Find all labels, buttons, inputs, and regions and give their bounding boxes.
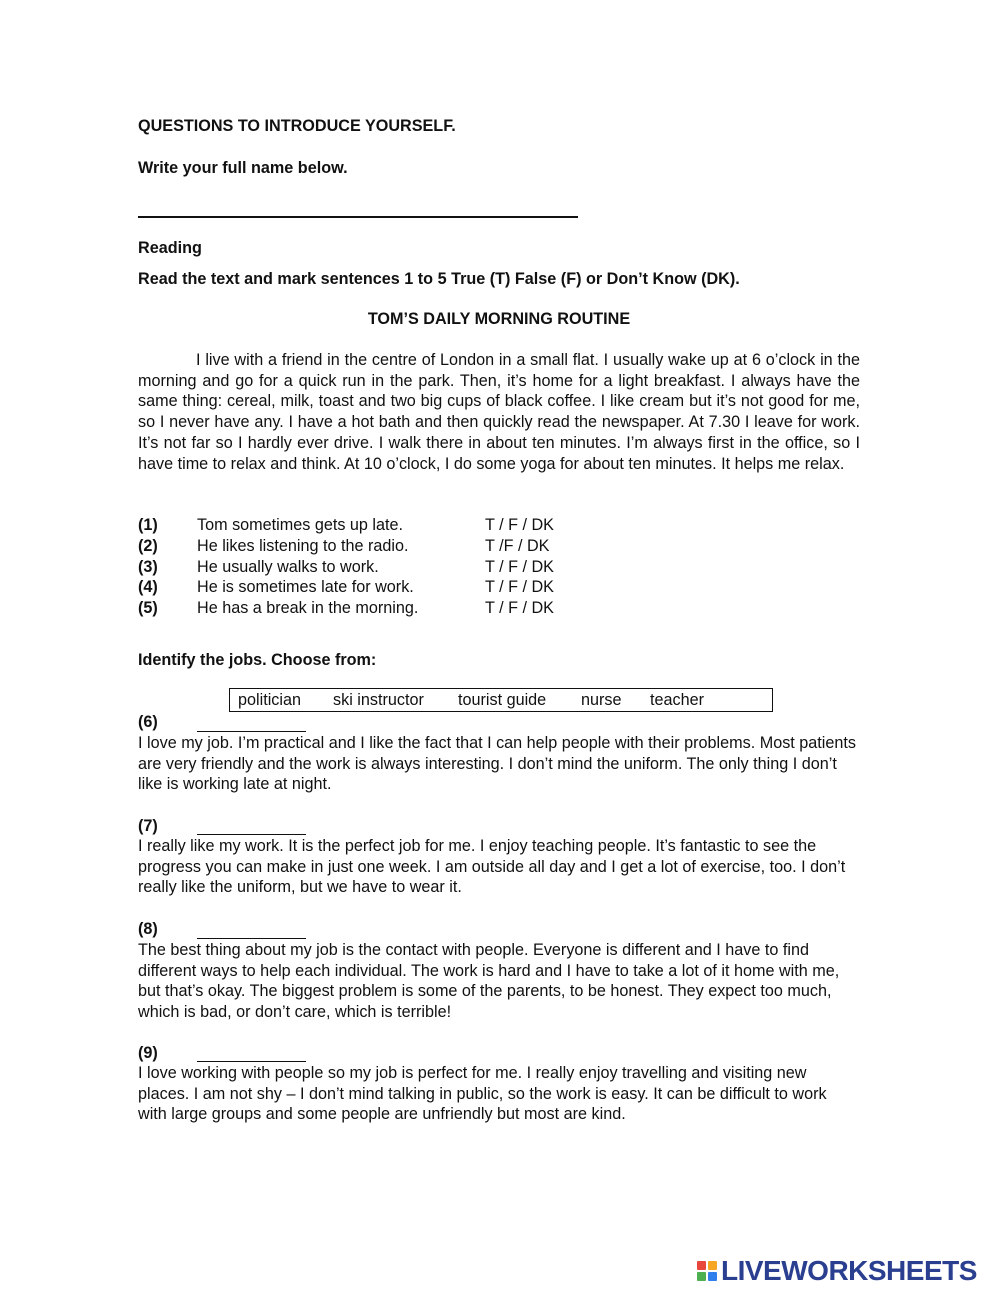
job-answer-blank[interactable]	[197, 731, 306, 732]
question-number: (1)	[138, 516, 158, 534]
question-text: He usually walks to work.	[197, 558, 379, 576]
passage-text: I live with a friend in the centre of London in a small flat. I usually wake up at 6 o’clock in the morning and go for a quick run in the park. Then, it’s home for a light breakfast. I always have the same thing: cereal, milk, toast and two big cups of black coffee. I like cream but it’s not good for me, so I never have any. I have a hot bath and then quickly read the newspaper. At 7.30 I leave for work. It’s not far so I hardly ever drive. I walk there in about ten minutes. I’m always first in the office, so I have time to relax and think. At 10 o’clock, I do some yoga for about ten minutes. It helps me relax.	[138, 351, 860, 473]
question-text: He has a break in the morning.	[197, 599, 419, 617]
question-text: He is sometimes late for work.	[197, 578, 414, 596]
logo-text: LIVEWORKSHEETS	[721, 1255, 977, 1286]
logo-blocks-icon	[697, 1261, 717, 1281]
job-choice: politician	[238, 691, 301, 709]
name-answer-line[interactable]	[138, 216, 578, 218]
question-options[interactable]: T / F / DK	[485, 516, 554, 534]
question-number: (5)	[138, 599, 158, 617]
jobs-heading: Identify the jobs. Choose from:	[138, 651, 377, 669]
question-options[interactable]: T /F / DK	[485, 537, 550, 555]
item-number: (6)	[138, 713, 158, 731]
job-choice: nurse	[581, 691, 622, 709]
job-description: The best thing about my job is the contact with people. Everyone is different and I have to find different ways to help each individual. The work is hard and I have to take a lot of it home with me, but that’s okay. The biggest problem is some of the parents, to be honest. They expect too much, which is bad, or don’t care, which is terrible!	[138, 941, 840, 1022]
question-number: (3)	[138, 558, 158, 576]
reading-instruction: Read the text and mark sentences 1 to 5 True (T) False (F) or Don’t Know (DK).	[138, 270, 740, 288]
job-choice: teacher	[650, 691, 704, 709]
logo-block	[708, 1261, 717, 1270]
logo-block	[708, 1272, 717, 1281]
question-options[interactable]: T / F / DK	[485, 578, 554, 596]
question-options[interactable]: T / F / DK	[485, 599, 554, 617]
job-choice: ski instructor	[333, 691, 424, 709]
question-text: Tom sometimes gets up late.	[197, 516, 404, 534]
job-choice: tourist guide	[458, 691, 547, 709]
page-title: QUESTIONS TO INTRODUCE YOURSELF.	[138, 117, 456, 135]
item-number: (7)	[138, 817, 158, 835]
item-number: (9)	[138, 1044, 158, 1062]
job-answer-blank[interactable]	[197, 1061, 306, 1062]
logo-block	[697, 1272, 706, 1281]
question-number: (4)	[138, 578, 158, 596]
job-description: I love working with people so my job is perfect for me. I really enjoy travelling and visiting new places. I am not shy – I don’t mind talking in public, so the work is easy. It can be difficult to work with large groups and some people are unfriendly but most are kind.	[138, 1064, 827, 1124]
passage-title: TOM’S DAILY MORNING ROUTINE	[367, 310, 631, 328]
question-text: He likes listening to the radio.	[197, 537, 409, 555]
question-options[interactable]: T / F / DK	[485, 558, 554, 576]
reading-heading: Reading	[138, 239, 202, 257]
reading-passage	[138, 350, 860, 474]
job-description: I love my job. I’m practical and I like the fact that I can help people with their problems. Most patients are very friendly and the work is always interesting. I don’t mind the uniform. The only thing I don’t like is working late at night.	[138, 734, 856, 794]
logo-block	[697, 1261, 706, 1270]
job-answer-blank[interactable]	[197, 938, 306, 939]
liveworksheets-logo	[697, 1256, 977, 1286]
item-number: (8)	[138, 920, 158, 938]
question-number: (2)	[138, 537, 158, 555]
job-answer-blank[interactable]	[197, 834, 306, 835]
job-description: I really like my work. It is the perfect job for me. I enjoy teaching people. It’s fantastic to see the progress you can make in just one week. I am outside all day and I get a lot of exercise, too. I don’t really like the uniform, but we have to wear it.	[138, 837, 846, 897]
name-prompt: Write your full name below.	[138, 159, 348, 177]
job-choices-box	[229, 688, 773, 712]
